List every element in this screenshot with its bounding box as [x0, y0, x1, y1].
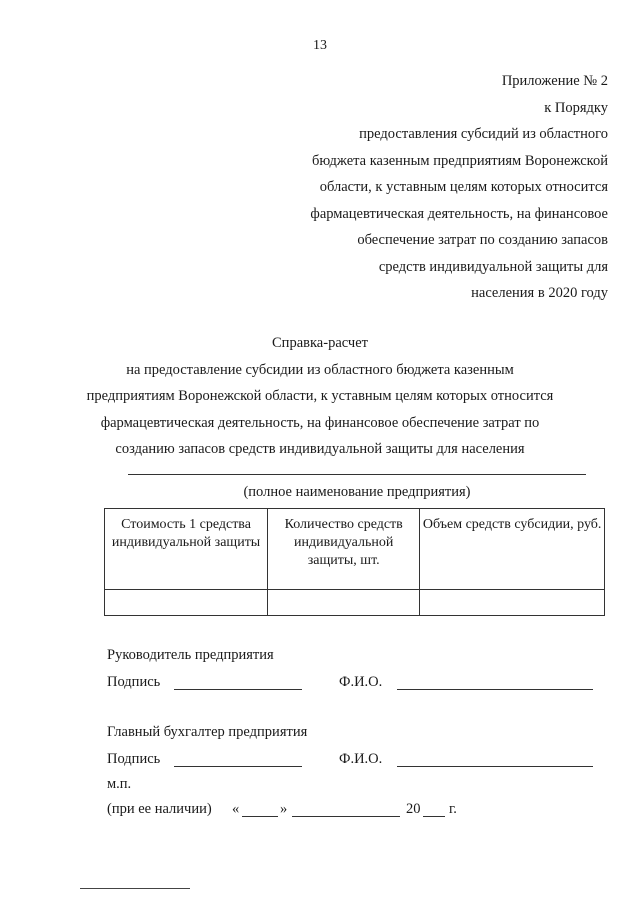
appendix-line: фармацевтическая деятельность, на финансовое	[310, 205, 608, 222]
head-signature-line[interactable]	[174, 689, 302, 690]
footer-rule	[80, 888, 190, 889]
date-open-quote: «	[232, 801, 240, 817]
accountant-fio-line[interactable]	[397, 766, 593, 767]
appendix-line: Приложение № 2	[501, 73, 608, 89]
header-cell-unit-cost: Стоимость 1 средства индивидуальной защиты	[105, 509, 268, 590]
head-fio-line[interactable]	[397, 689, 593, 690]
date-year-line[interactable]	[423, 816, 445, 817]
title-line: созданию запасов средств индивидуальной защиты для населения	[115, 441, 525, 457]
page-number: 13	[313, 38, 327, 53]
head-signature-label: Подпись	[107, 674, 161, 690]
date-year-suffix: г.	[449, 801, 457, 817]
date-day-line[interactable]	[242, 816, 278, 817]
date-month-line[interactable]	[292, 816, 400, 817]
title-heading: Справка-расчет	[272, 335, 368, 351]
head-fio-label: Ф.И.О.	[339, 674, 383, 690]
stamp-label: м.п.	[107, 776, 132, 792]
accountant-fio-label: Ф.И.О.	[339, 751, 383, 767]
head-title: Руководитель предприятия	[107, 647, 274, 663]
appendix-line: к Порядку	[544, 99, 608, 116]
header-cell-subsidy-amount: Объем средств субсидии, руб.	[420, 509, 605, 590]
quantity-cell[interactable]	[268, 590, 420, 616]
appendix-line: обеспечение затрат по созданию запасов	[357, 232, 608, 248]
accountant-title: Главный бухгалтер предприятия	[107, 724, 308, 740]
appendix-line: предоставления субсидий из областного	[359, 126, 608, 142]
table-header-row	[105, 509, 605, 590]
title-line: на предоставление субсидии из областного бюджета казенным	[126, 361, 514, 378]
accountant-signature-line[interactable]	[174, 766, 302, 767]
company-name-caption: (полное наименование предприятия)	[243, 484, 471, 500]
stamp-note: (при ее наличии)	[107, 801, 212, 817]
date-year-prefix: 20	[406, 801, 421, 817]
subsidy-calculation-table	[104, 508, 605, 616]
appendix-reference	[288, 68, 608, 307]
date-close-quote: »	[280, 801, 288, 817]
document-title	[60, 330, 580, 463]
header-cell-quantity: Количество средств индивидуальной защиты, шт.	[268, 509, 420, 590]
appendix-line: области, к уставным целям которых относится	[319, 179, 608, 195]
appendix-line: населения в 2020 году	[471, 285, 608, 301]
table-row	[105, 590, 605, 616]
appendix-line: бюджета казенным предприятиям Воронежской	[312, 152, 608, 169]
title-line: предприятиям Воронежской области, к уставным целям которых относится	[86, 388, 554, 404]
subsidy-amount-cell[interactable]	[420, 590, 605, 616]
unit-cost-cell[interactable]	[105, 590, 268, 616]
title-line: фармацевтическая деятельность, на финансовое обеспечение затрат по	[100, 414, 540, 431]
accountant-signature-label: Подпись	[107, 751, 161, 767]
appendix-line: средств индивидуальной защиты для	[378, 258, 608, 275]
company-name-field[interactable]	[128, 474, 586, 475]
